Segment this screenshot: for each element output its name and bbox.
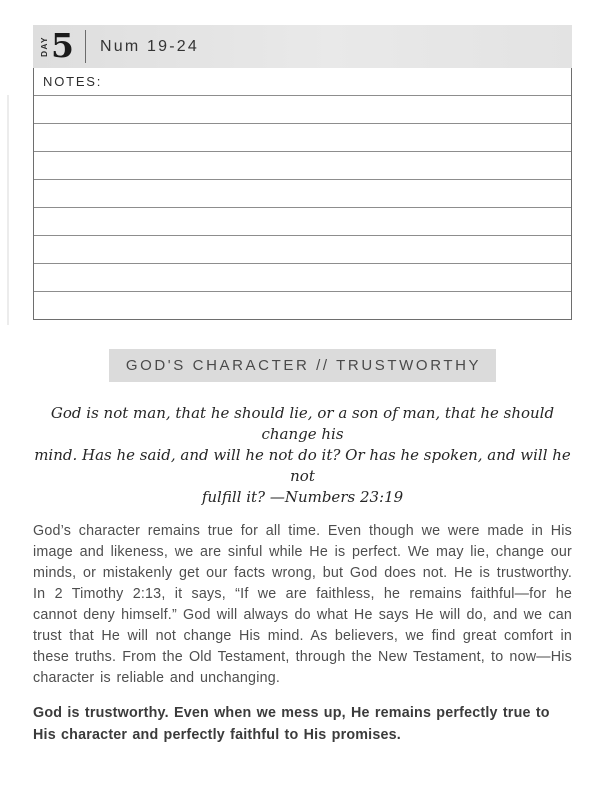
scripture-quote <box>33 403 572 508</box>
notes-ruled-line <box>34 235 571 263</box>
header-divider <box>85 30 86 63</box>
page-content <box>33 25 572 746</box>
notes-label: NOTES: <box>43 74 103 89</box>
day-header-bar <box>33 25 572 68</box>
emphasis-paragraph: God is trustworthy. Even when we mess up, He remains perfectly true to His character and perfectly faithful to His promises. <box>33 705 550 743</box>
notes-box <box>33 68 572 320</box>
day-label: DAY <box>39 36 49 57</box>
notes-ruled-line <box>34 151 571 179</box>
notes-ruled-line <box>34 291 571 319</box>
day-number: 5 <box>51 26 74 65</box>
scripture-line: fulfill it? —Numbers 23:19 <box>201 488 404 506</box>
notes-ruled-lines <box>34 95 571 319</box>
reading-reference: Num 19-24 <box>99 37 199 55</box>
notes-ruled-line <box>34 123 571 151</box>
scripture-line: God is not man, that he should lie, or a son of man, that he should change his <box>50 404 555 443</box>
body-paragraph: God’s character remains true for all time. Even though we were made in His image and likeness, we are sinful while He is perfect. We may lie, change our minds, or mistakenly get our facts wrong, but God does not. He is trustworthy. In 2 Timothy 2:13, it says, “If we are faithless, he remains faithful—for he cannot deny himself.” God will always do what He says He will do, and we can trust that He will not change His mind. As believers, we find great comfort in these truths. From the Old Testament, through the New Testament, to now—His character is reliable and unchanging. <box>33 523 572 686</box>
notes-ruled-line <box>34 179 571 207</box>
scan-edge-artifact <box>7 95 9 325</box>
notes-ruled-line <box>34 95 571 123</box>
notes-ruled-line <box>34 263 571 291</box>
section-banner: GOD'S CHARACTER // TRUSTWORTHY <box>109 349 496 382</box>
banner-wrap <box>33 349 572 382</box>
scripture-line: mind. Has he said, and will he not do it? Or has he spoken, and will he not <box>34 446 571 485</box>
notes-ruled-line <box>34 207 571 235</box>
